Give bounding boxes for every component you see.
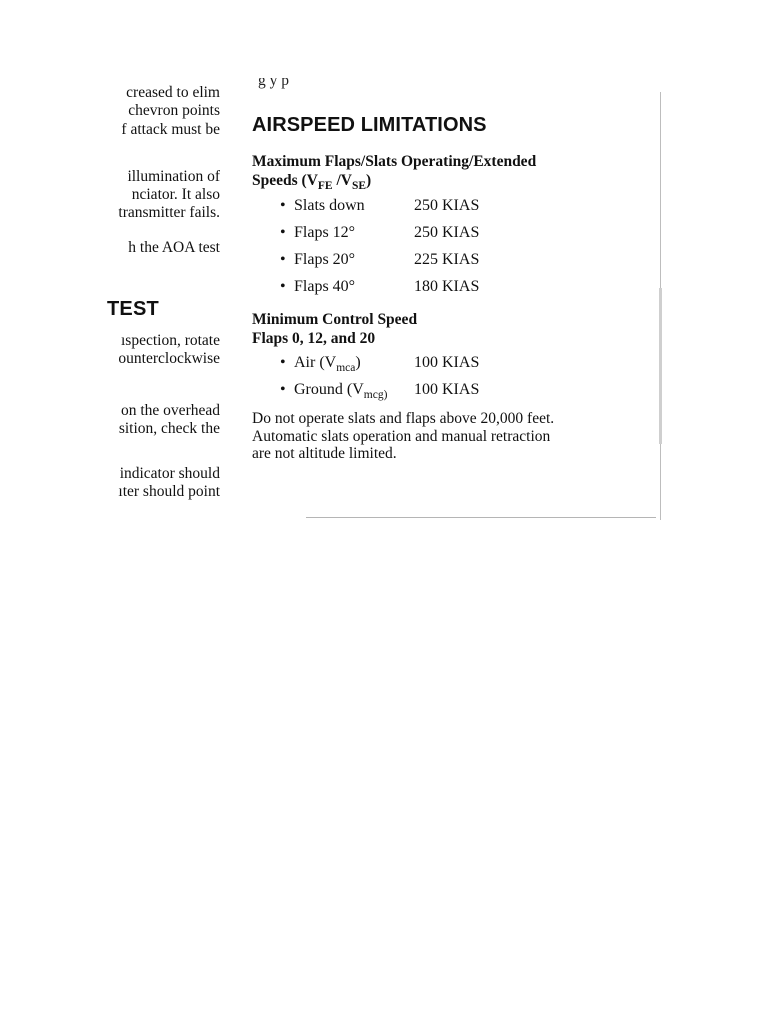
- flaps-title-mid: /V: [332, 172, 352, 189]
- left-line: indicator should: [119, 465, 220, 482]
- item-name-prefix: Air (V: [294, 354, 337, 371]
- control-title-line2: Flaps 0, 12, and 20: [252, 330, 376, 347]
- left-line: ıter should point: [118, 483, 220, 500]
- vse-subscript: SE: [351, 180, 367, 192]
- bullet: •: [280, 278, 286, 295]
- left-line: sition, check the: [118, 420, 220, 437]
- left-line: chevron points: [128, 102, 220, 119]
- item-value: 250 KIAS: [414, 224, 480, 241]
- control-speed-list: [252, 353, 652, 407]
- left-line: ounterclockwise: [118, 350, 220, 367]
- note-line: are not altitude limited.: [252, 445, 397, 462]
- item-value: 250 KIAS: [414, 197, 480, 214]
- flaps-slats-speeds-title: [252, 152, 652, 190]
- left-line: ıspection, rotate: [121, 332, 220, 349]
- item-name: Flaps 20°: [294, 251, 356, 268]
- control-title-line1: Minimum Control Speed: [252, 311, 418, 328]
- vmca-subscript: mca: [336, 362, 356, 374]
- vfe-subscript: FE: [317, 180, 333, 192]
- left-line: f attack must be: [121, 121, 220, 138]
- flaps-title-line1: Maximum Flaps/Slats Operating/Extended: [252, 153, 537, 170]
- frame-right-border-shadow: [659, 288, 662, 444]
- bullet: •: [280, 251, 286, 268]
- left-line: transmitter fails.: [118, 204, 220, 221]
- flaps-speed-list: [252, 196, 652, 304]
- list-item: [252, 196, 652, 223]
- bullet: •: [280, 224, 286, 241]
- item-value: 180 KIAS: [414, 278, 480, 295]
- flaps-title-line2-prefix: Speeds (V: [252, 172, 318, 189]
- test-heading: TEST: [107, 298, 159, 320]
- vmcg-subscript: mcg): [363, 389, 388, 401]
- note-line: Automatic slats operation and manual retraction: [252, 427, 551, 445]
- left-column-cropped-text: [98, 82, 220, 522]
- item-value: 100 KIAS: [414, 381, 480, 398]
- cropped-top-text: [258, 78, 658, 90]
- list-item: [252, 380, 652, 407]
- item-name-suffix: ): [355, 354, 361, 371]
- flaps-title-suffix: ): [366, 172, 372, 189]
- item-value: 100 KIAS: [414, 354, 480, 371]
- altitude-note: [252, 410, 652, 463]
- frame-bottom-border: [306, 517, 656, 518]
- left-line: on the overhead: [121, 402, 220, 419]
- item-name-prefix: Ground (V: [294, 381, 364, 398]
- bullet: •: [280, 197, 286, 214]
- list-item: [252, 277, 652, 304]
- item-name: Flaps 40°: [294, 278, 356, 295]
- cropped-top-line: g y p: [258, 78, 289, 89]
- bullet: •: [280, 381, 286, 398]
- left-line: nciator. It also: [131, 186, 220, 203]
- section-title: AIRSPEED LIMITATIONS: [252, 114, 487, 136]
- left-line: h the AOA test: [128, 239, 220, 256]
- item-name: Flaps 12°: [294, 224, 356, 241]
- minimum-control-speed-title: [252, 310, 652, 348]
- bullet: •: [280, 354, 286, 371]
- left-line: illumination of: [127, 168, 220, 185]
- list-item: [252, 353, 652, 380]
- item-value: 225 KIAS: [414, 251, 480, 268]
- item-name: [294, 380, 387, 400]
- note-line: Do not operate slats and flaps above 20,000 feet.: [252, 410, 555, 427]
- item-name: [294, 353, 361, 373]
- item-name: Slats down: [294, 197, 365, 214]
- left-line: creased to elim: [126, 84, 220, 101]
- airspeed-limitations-section: [252, 112, 652, 463]
- list-item: [252, 223, 652, 250]
- list-item: [252, 250, 652, 277]
